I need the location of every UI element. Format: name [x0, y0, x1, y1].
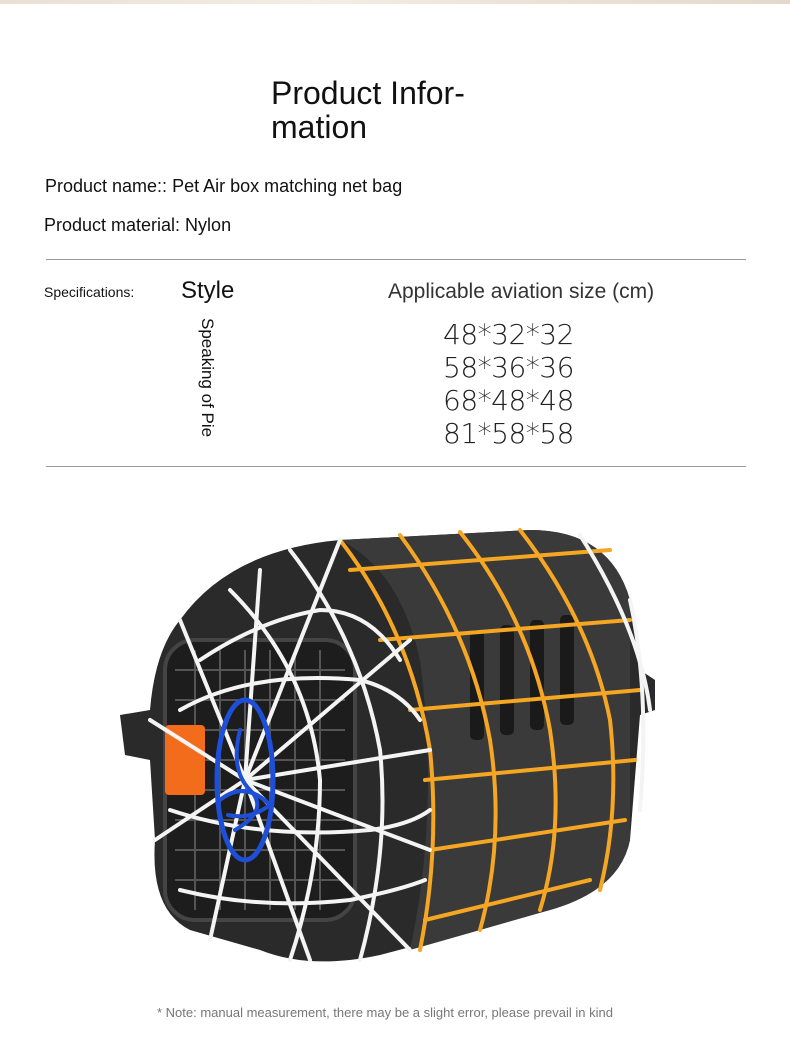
style-column-header: Style — [181, 277, 235, 304]
size-item: 58*36*36 — [443, 351, 574, 384]
divider-top — [46, 259, 746, 260]
top-banner-strip — [0, 0, 790, 4]
style-value: Speaking of Pie — [198, 318, 217, 438]
title-line-1: Product Infor- — [271, 75, 465, 111]
product-photo-net-bag-on-crate — [110, 510, 670, 980]
title-line-2: mation — [271, 109, 368, 145]
size-list — [443, 318, 574, 450]
specifications-label: Specifications: — [44, 284, 135, 300]
pet-crate — [120, 530, 655, 961]
page-title — [271, 76, 501, 144]
size-item: 81*58*58 — [443, 417, 574, 450]
product-name: Product name:: Pet Air box matching net bag — [45, 176, 403, 196]
size-item: 68*48*48 — [443, 384, 574, 417]
divider-bottom — [46, 466, 746, 467]
size-column-header: Applicable aviation size (cm) — [388, 280, 655, 303]
size-item: 48*32*32 — [443, 318, 574, 351]
product-material: Product material: Nylon — [44, 215, 232, 235]
measurement-note: * Note: manual measurement, there may be a slight error, please prevail in kind — [157, 1005, 613, 1020]
